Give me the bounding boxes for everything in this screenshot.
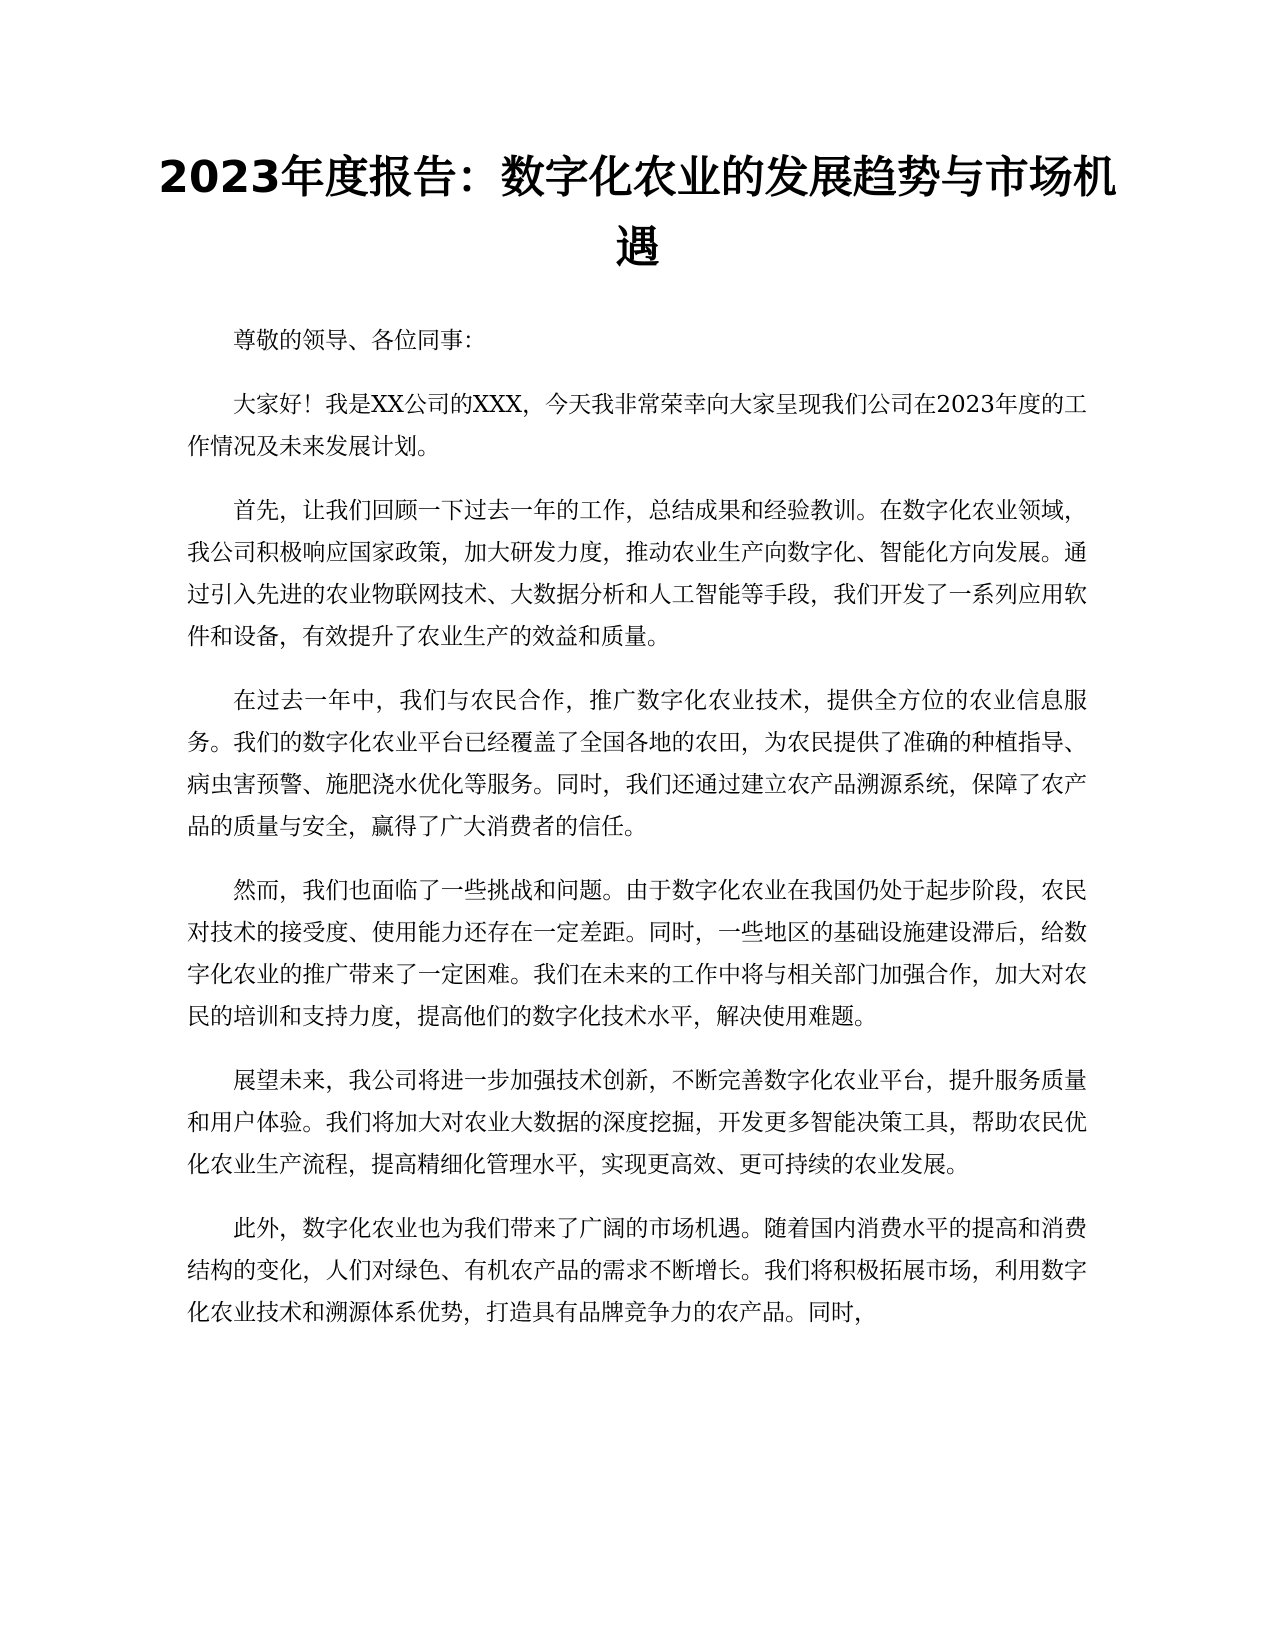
paragraph-cooperation: 在过去一年中，我们与农民合作，推广数字化农业技术，提供全方位的农业信息服务。我们的数字化农业平台已经覆盖了全国各地的农田，为农民提供了准确的种植指导、病虫害预警、施肥浇水优化等服务。同时，我们还通过建立农产品溯源系统，保障了农产品的质量与安全，赢得了广大消费者的信任。	[187, 688, 1087, 840]
paragraph-challenges: 然而，我们也面临了一些挑战和问题。由于数字化农业在我国仍处于起步阶段，农民对技术的接受度、使用能力还存在一定差距。同时，一些地区的基础设施建设滞后，给数字化农业的推广带来了一定困难。我们在未来的工作中将与相关部门加强合作，加大对农民的培训和支持力度，提高他们的数字化技术水平，解决使用难题。	[187, 878, 1087, 1030]
document-title: 2023年度报告：数字化农业的发展趋势与市场机遇	[158, 152, 1117, 273]
paragraph-market: 此外，数字化农业也为我们带来了广阔的市场机遇。随着国内消费水平的提高和消费结构的变化，人们对绿色、有机农产品的需求不断增长。我们将积极拓展市场，利用数字化农业技术和溯源体系优势，打造具有品牌竞争力的农产品。同时，	[187, 1216, 1087, 1326]
paragraph-outlook: 展望未来，我公司将进一步加强技术创新，不断完善数字化农业平台，提升服务质量和用户体验。我们将加大对农业大数据的深度挖掘，开发更多智能决策工具，帮助农民优化农业生产流程，提高精细化管理水平，实现更高效、更可持续的农业发展。	[187, 1068, 1087, 1178]
paragraph-salutation: 尊敬的领导、各位同事：	[233, 328, 486, 354]
document-body	[187, 320, 1087, 1356]
paragraph-greeting: 大家好！我是XX公司的XXX，今天我非常荣幸向大家呈现我们公司在2023年度的工作情况及未来发展计划。	[187, 392, 1087, 460]
paragraph-review: 首先，让我们回顾一下过去一年的工作，总结成果和经验教训。在数字化农业领域，我公司积极响应国家政策，加大研发力度，推动农业生产向数字化、智能化方向发展。通过引入先进的农业物联网技术、大数据分析和人工智能等手段，我们开发了一系列应用软件和设备，有效提升了农业生产的效益和质量。	[187, 498, 1087, 650]
